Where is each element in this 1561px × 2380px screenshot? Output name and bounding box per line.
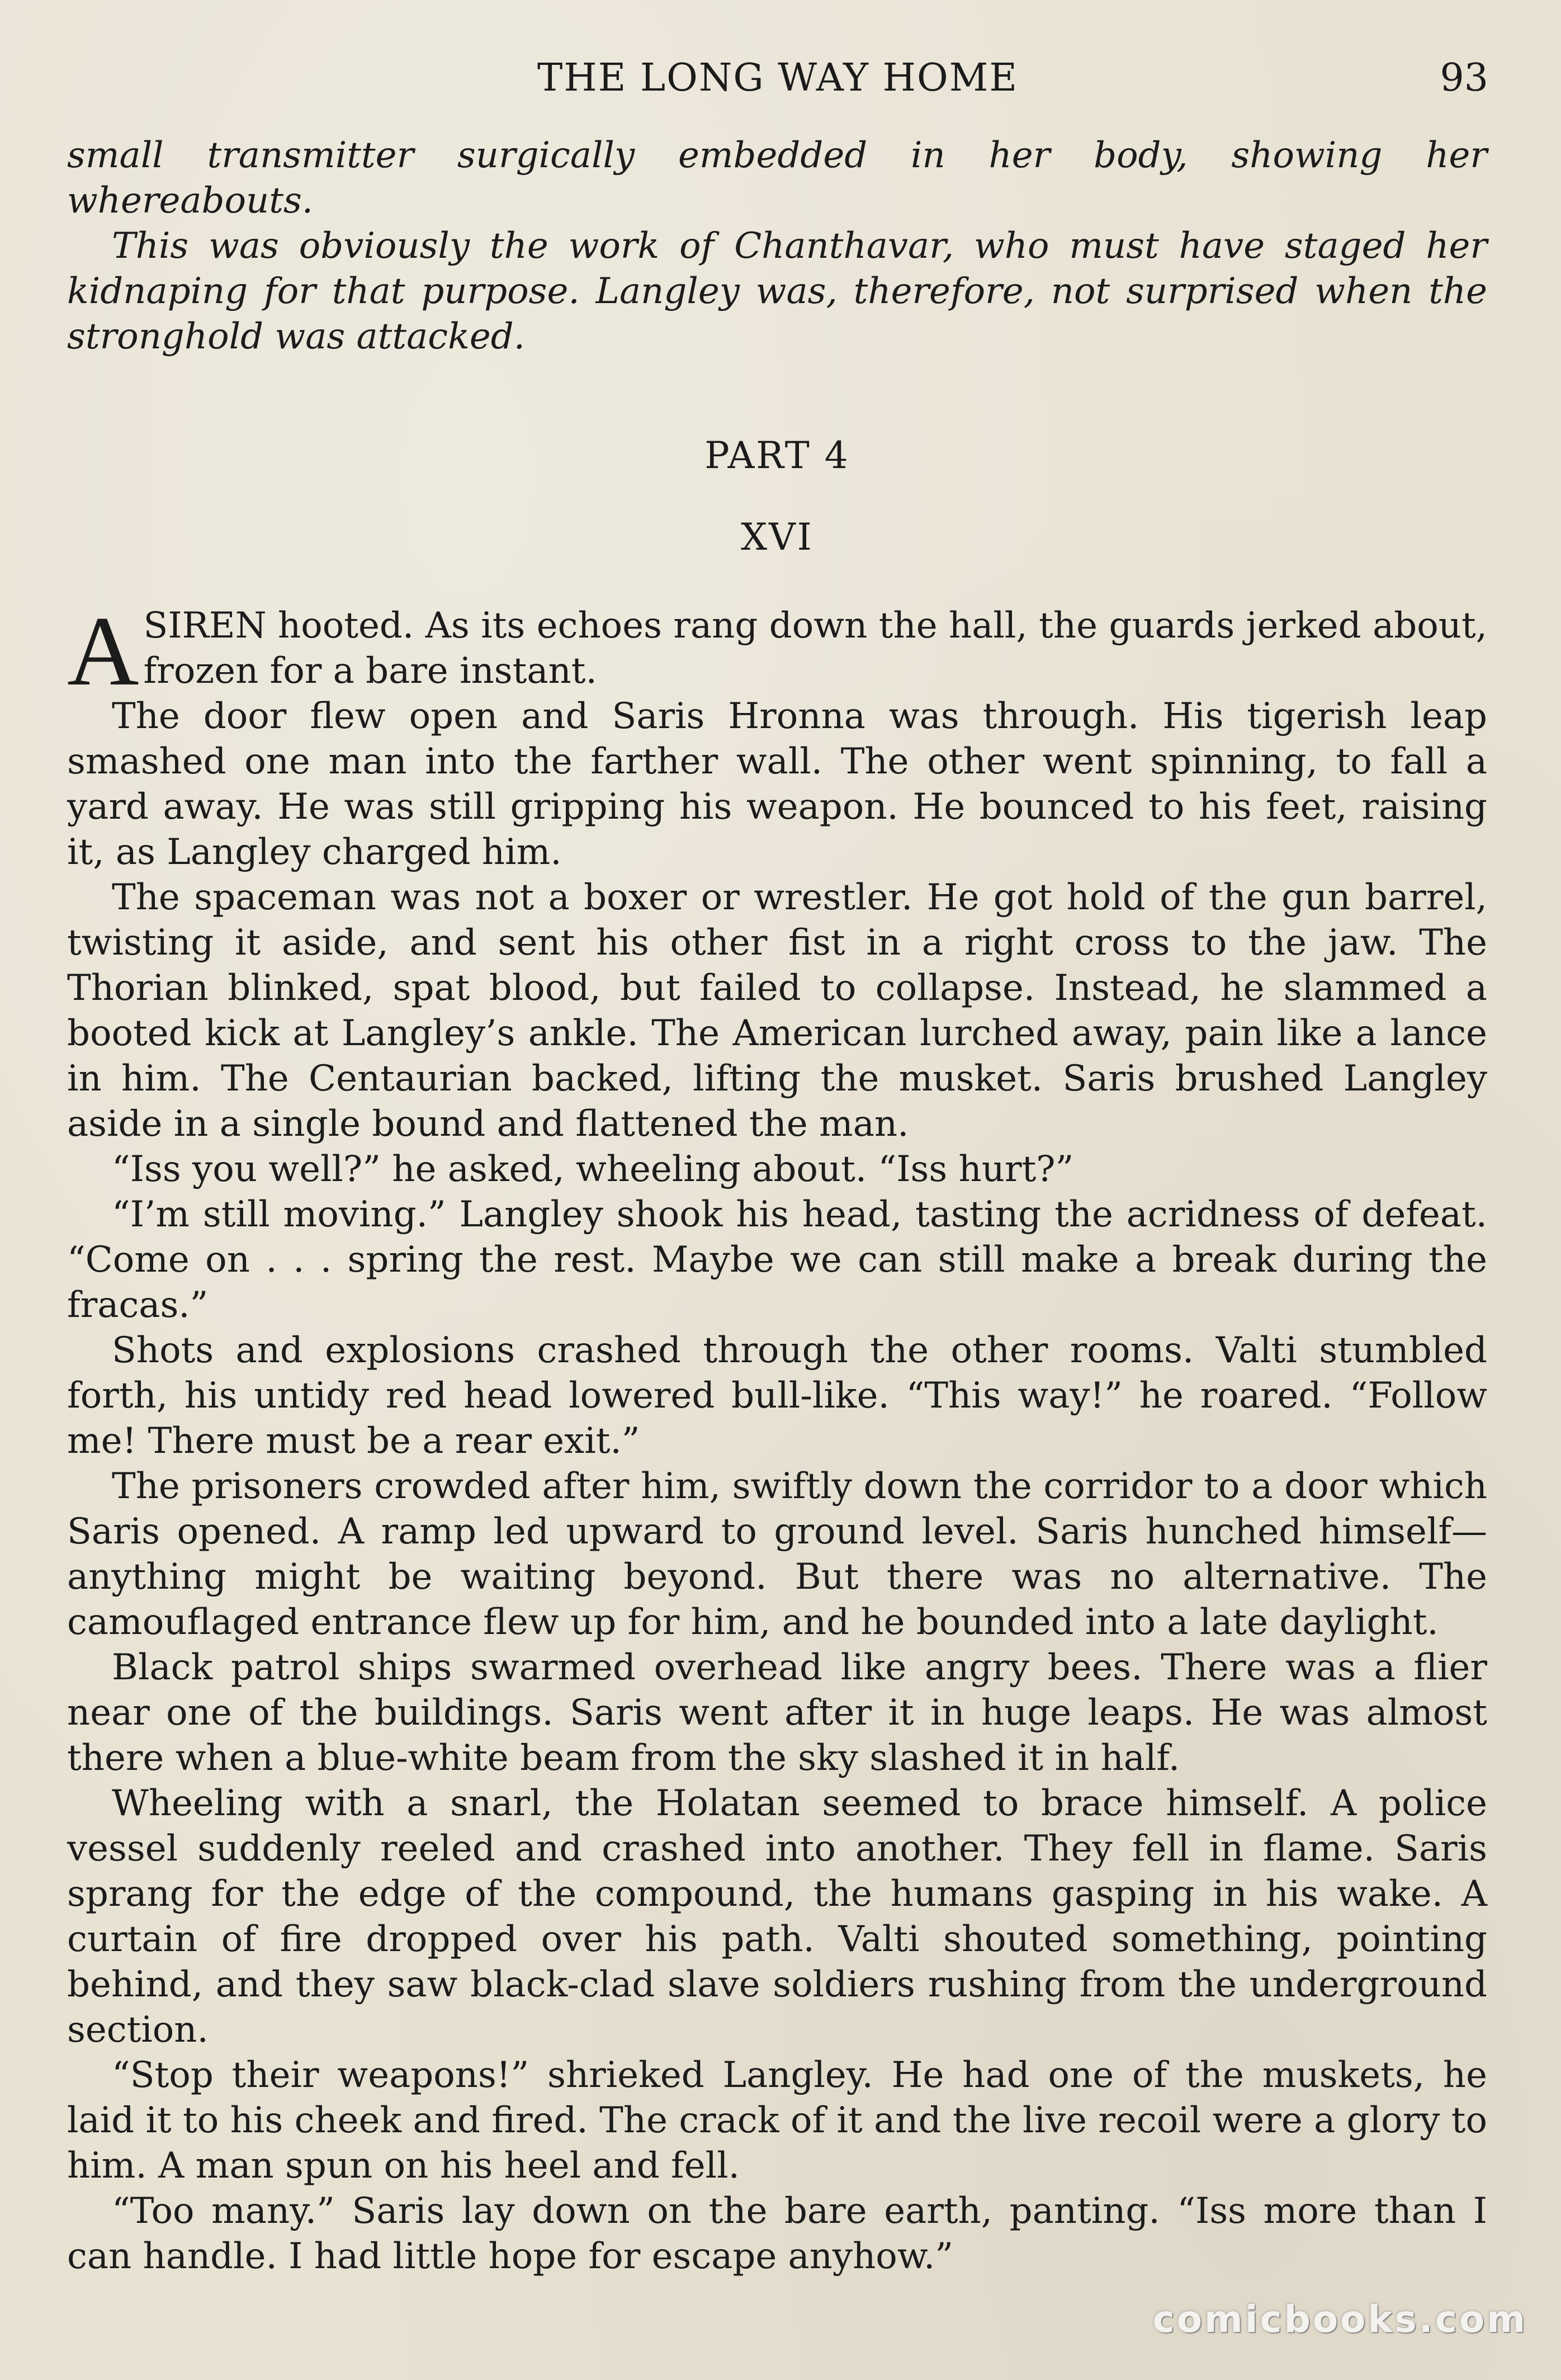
chapter-text (67, 596, 1487, 2279)
part-heading: PART 4 (704, 434, 850, 477)
synopsis-block (67, 133, 1487, 360)
synopsis-paragraph: This was obviously the work of Chanthavar, who must have staged her kidnaping for that purpose. Langley was, therefore, not surprised when the stronghold was attacked. (67, 225, 1487, 357)
paragraph: Black patrol ships swarmed overhead like angry bees. There was a flier near one of the buildings. Saris went after it in huge leaps. He was almost there when a blue-white beam from the sky slashed it in half. (67, 1647, 1487, 1779)
paragraph: “Stop their weapons!” shrieked Langley. He had one of the muskets, he laid it to his cheek and fired. The crack of it and the live recoil were a glory to him. A man spun on his heel and fell. (67, 2055, 1487, 2187)
paragraph: Wheeling with a snarl, the Holatan seemed to brace himself. A police vessel suddenly reeled and crashed into another. They fell in flame. Saris sprang for the edge of the compound, the humans gasping in his wake. A curtain of fire dropped over his path. Valti shouted something, pointing behind, and they saw black-clad slave soldiers rushing from the underground section. (67, 1783, 1487, 2051)
paragraph: The prisoners crowded after him, swiftly down the corridor to a door which Saris opened. A ramp led upward to ground level. Saris hunched himself—anything might be waiting beyond. But there was no alternative. The camouflaged entrance flew up for him, and he bounded into a late daylight. (67, 1466, 1487, 1643)
paragraph: “Iss you well?” he asked, wheeling about. “Iss hurt?” (112, 1149, 1074, 1190)
opening-text: SIREN hooted. As its echoes rang down the hall, the guards jerked about, frozen for a bare instant. (143, 605, 1487, 692)
opening-paragraph (67, 596, 1487, 706)
paragraph: The door flew open and Saris Hronna was through. His tigerish leap smashed one man into the farther wall. The other went spinning, to fall a yard away. He was still gripping his weapon. He bounced to his feet, raising it, as Langley charged him. (67, 696, 1487, 873)
page-number: 93 (1440, 56, 1488, 100)
synopsis-paragraph: small transmitter surgically embedded in her body, showing her whereabouts. (67, 135, 1487, 221)
paragraph: “Too many.” Saris lay down on the bare earth, panting. “Iss more than I can handle. I had little hope for escape anyhow.” (67, 2190, 1487, 2277)
paragraph: Shots and explosions crashed through the other rooms. Valti stumbled forth, his untidy red head lowered bull-like. “This way!” he roared. “Follow me! There must be a rear exit.” (67, 1330, 1487, 1462)
body-text (67, 133, 1487, 2279)
drop-cap: A (67, 596, 139, 706)
running-title: THE LONG WAY HOME (537, 56, 1018, 100)
watermark-logo: comicbooks.com (1152, 2298, 1527, 2341)
chapter-heading: XVI (741, 516, 813, 559)
paragraph: “I’m still moving.” Langley shook his head, tasting the acridness of defeat. “Come on . . . spring the rest. Maybe we can still make a break during the fracas.” (67, 1194, 1487, 1326)
running-header (67, 56, 1488, 117)
paragraph: The spaceman was not a boxer or wrestler. He got hold of the gun barrel, twisting it aside, and sent his other fist in a right cross to the jaw. The Thorian blinked, spat blood, but failed to collapse. Instead, he slammed a booted kick at Langley’s ankle. The American lurched away, pain like a lance in him. The Centaurian backed, lifting the musket. Saris brushed Langley aside in a single bound and flattened the man. (67, 877, 1487, 1145)
